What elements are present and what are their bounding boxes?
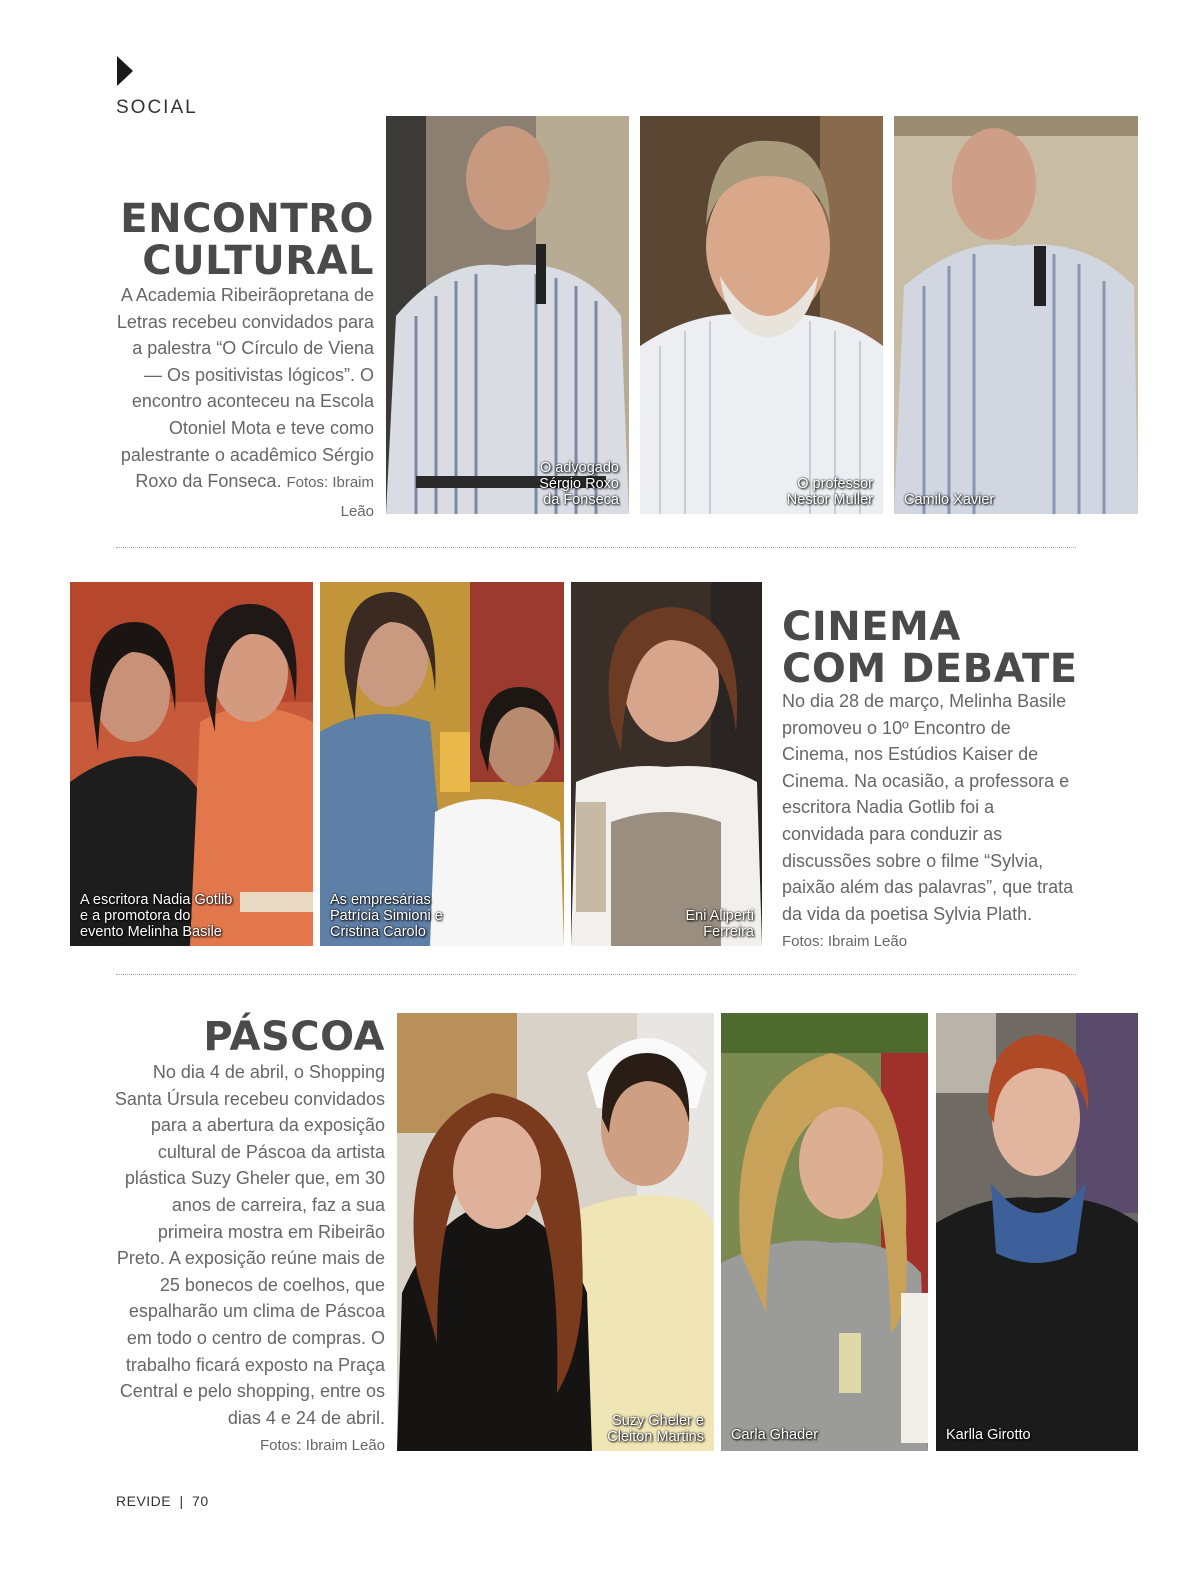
section-divider [116,547,1076,548]
caption-line: Nestor Muller [786,492,873,508]
cinema-body: No dia 28 de março, Melinha Basile promoveu o 10º Encontro de Cinema, nos Estúdios Kaiser de Cinema. Na ocasião, a professora e escritora Nadia Gotlib foi a convidada para conduzir as discussões sobre o filme “Sylvia, paixão além das palavras”, que trata da vida da poetisa Sylvia Plath. [782,691,1074,924]
photo-carla-ghader [721,1013,928,1451]
section-divider [116,974,1076,975]
photo-sergio-roxo [386,116,629,514]
cinema-title-line1: CINEMA [782,604,961,650]
section-label: SOCIAL [116,97,198,118]
photo-caption [904,492,994,508]
caption-line: A escritora Nadia Gotlib [80,892,233,908]
caption-line: Patrícia Simioni e [330,908,443,924]
photo-caption [607,1413,704,1445]
cinema-title [782,606,1078,690]
photo-caption [80,892,232,940]
photo-caption [539,460,619,508]
photo-caption [731,1427,818,1443]
footer-page-number: 70 [192,1493,209,1509]
encontro-body [112,282,374,525]
footer-magazine: REVIDE [116,1493,172,1509]
pascoa-title: PÁSCOA [203,1014,385,1060]
caption-line: O professor [797,476,873,492]
photo-caption [685,908,754,940]
encontro-body-text: A Academia Ribeirãopretana de Letras recebeu convidados para a palestra “O Círculo de Viena — Os positivistas lógicos”. O encontro aconteceu na Escola Otoniel Mota e teve como palestrante o acadêmico Sérgio Roxo da Fonseca. [116,285,374,492]
caption-line: Cleiton Martins [607,1429,704,1445]
photo-caption [946,1427,1031,1443]
photo-nadia-melinha [70,582,313,946]
caption-line: Cristina Carolo [330,924,426,940]
caption-line: Camilo Xavier [904,492,995,508]
encontro-title [120,198,374,282]
photo-suzy-cleiton [397,1013,714,1451]
pascoa-credit: Fotos: Ibraim Leão [259,1437,385,1454]
cinema-title-line2: COM DEBATE [782,646,1078,692]
section-arrow-icon [117,56,133,86]
photo-nestor-muller [640,116,883,514]
caption-line: Suzy Gheler e [612,1413,704,1429]
caption-line: Ferreira [703,924,754,940]
photo-karlla-girotto [936,1013,1138,1451]
encontro-title-line1: ENCONTRO [120,196,374,242]
encontro-title-line2: CULTURAL [142,238,374,284]
caption-line: Eni Aliperti [685,908,754,924]
photo-patricia-cristina [320,582,564,946]
photo-camilo-xavier [894,116,1138,514]
caption-line: evento Melinha Basile [80,924,222,940]
footer-separator: | [179,1493,184,1509]
caption-line: O advogado [539,460,619,476]
caption-line: Sérgio Roxo [539,476,619,492]
photo-caption [787,476,873,508]
photo-caption [330,892,443,940]
encontro-credit: Fotos: Ibraim Leão [286,474,374,520]
page-footer [116,1493,209,1509]
photo-eni-aliperti [571,582,762,946]
caption-line: e a promotora do [80,908,191,924]
caption-line: Karlla Girotto [946,1427,1031,1443]
caption-line: da Fonseca [543,492,619,508]
pascoa-body: No dia 4 de abril, o Shopping Santa Úrsula recebeu convidados para a abertura da exposição cultural de Páscoa da artista plástica Suzy Gheler que, em 30 anos de carreira, faz a sua primeira mostra em Ribeirão Preto. A exposição reúne mais de 25 bonecos de coelhos, que espalharão um clima de Páscoa em todo o centro de compras. O trabalho ficará exposto na Praça Central e pelo shopping, entre os dias 4 e 24 de abril. [114,1062,385,1428]
cinema-credit: Fotos: Ibraim Leão [782,933,908,950]
caption-line: As empresárias [330,892,431,908]
caption-line: Carla Ghader [731,1427,819,1443]
